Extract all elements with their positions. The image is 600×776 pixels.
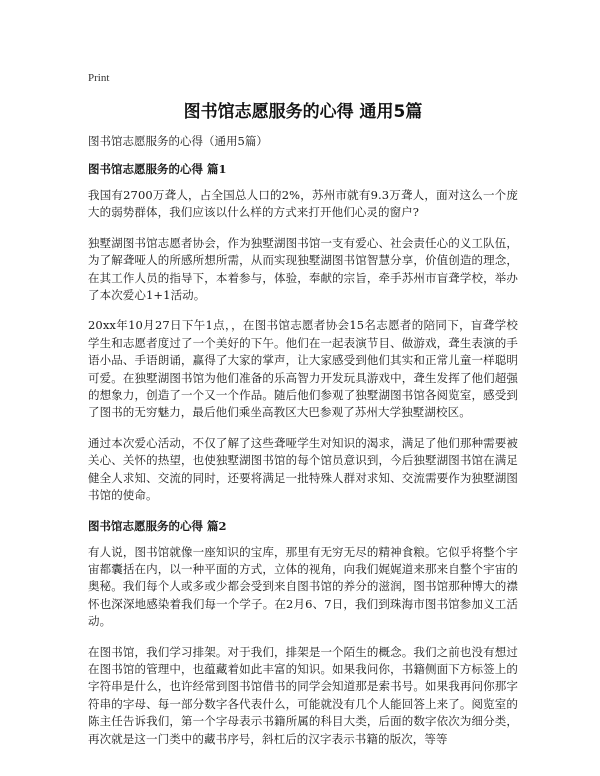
print-link[interactable]: Print xyxy=(88,72,110,84)
paragraph: 有人说，图书馆就像一座知识的宝库，那里有无穷无尽的精神食粮。它似乎将整个宇宙都囊括在内，以一种平面的方式，立体的视角，向我们娓娓道来那来自整个宇宙的奥秘。我们每个人或多或少都会受到来自图书馆的养分的滋润，图书馆那种博大的襟怀也深深地感染着我们每一个学子。在2月6、7日，我们到珠海市图书馆参加义工活动。 xyxy=(88,544,518,629)
section-heading-1: 图书馆志愿服务的心得 篇1 xyxy=(88,162,227,176)
section-heading-2: 图书馆志愿服务的心得 篇2 xyxy=(88,518,227,533)
document-subtitle: 图书馆志愿服务的心得（通用5篇） xyxy=(88,134,268,148)
paragraph: 独墅湖图书馆志愿者协会，作为独墅湖图书馆一支有爱心、社会责任心的义工队伍，为了解聋哑人的所感所想所需，从而实现独墅湖图书馆智慧分享，价值创造的理念，在其工作人员的指导下，本着参与，体验，奉献的宗旨，牵手苏州市盲聋学校，举办了本次爱心1+1活动。 xyxy=(88,235,518,303)
article-body xyxy=(88,133,518,761)
paragraph: 20xx年10月27日下午1点，，在图书馆志愿者协会15名志愿者的陪同下，盲聋学校学生和志愿者度过了一个美好的下午。他们在一起表演节目、做游戏，聋生表演的手语小品、手语朗诵，赢得了大家的掌声，让大家感受到他们其实和正常儿童一样聪明可爱。在独墅湖图书馆为他们准备的乐高智力开发玩具游戏中，聋生发挥了他们超强的想象力，创造了一个又一个作品。随后他们参观了独墅湖图书馆各阅览室，感受到了图书的无穷魅力，最后他们乘坐高教区大巴参观了苏州大学独墅湖校区。 xyxy=(88,318,518,420)
paragraph: 我国有2700万聋人，占全国总人口的2%，苏州市就有9.3万聋人，面对这么一个庞大的弱势群体，我们应该以什么样的方式来打开他们心灵的窗户? xyxy=(88,188,518,220)
page-title: 图书馆志愿服务的心得 通用5篇 xyxy=(183,102,423,122)
paragraph: 在图书馆，我们学习排架。对于我们，排架是一个陌生的概念。我们之前也没有想过在图书馆的管理中，也蕴藏着如此丰富的知识。如果我问你，书籍侧面下方标签上的字符串是什么，也许经常到图书馆借书的同学会知道那是索书号。如果我再问你那字符串的字母、每一部分数字各代表什么，可能就没有几个人能回答上来了。阅览室的陈主任告诉我们，第一个字母表示书籍所属的科目大类，后面的数字依次为细分类，再次就是这一门类中的藏书序号，斜杠后的汉字表示书籍的版次，等等 xyxy=(88,644,518,746)
paragraph: 通过本次爱心活动，不仅了解了这些聋哑学生对知识的渴求，满足了他们那种需要被关心、关怀的热望，也使独墅湖图书馆的每个馆员意识到，今后独墅湖图书馆在满足健全人求知、交流的同时，还要将满足一批特殊人群对求知、交流需要作为独墅湖图书馆的使命。 xyxy=(88,435,518,503)
